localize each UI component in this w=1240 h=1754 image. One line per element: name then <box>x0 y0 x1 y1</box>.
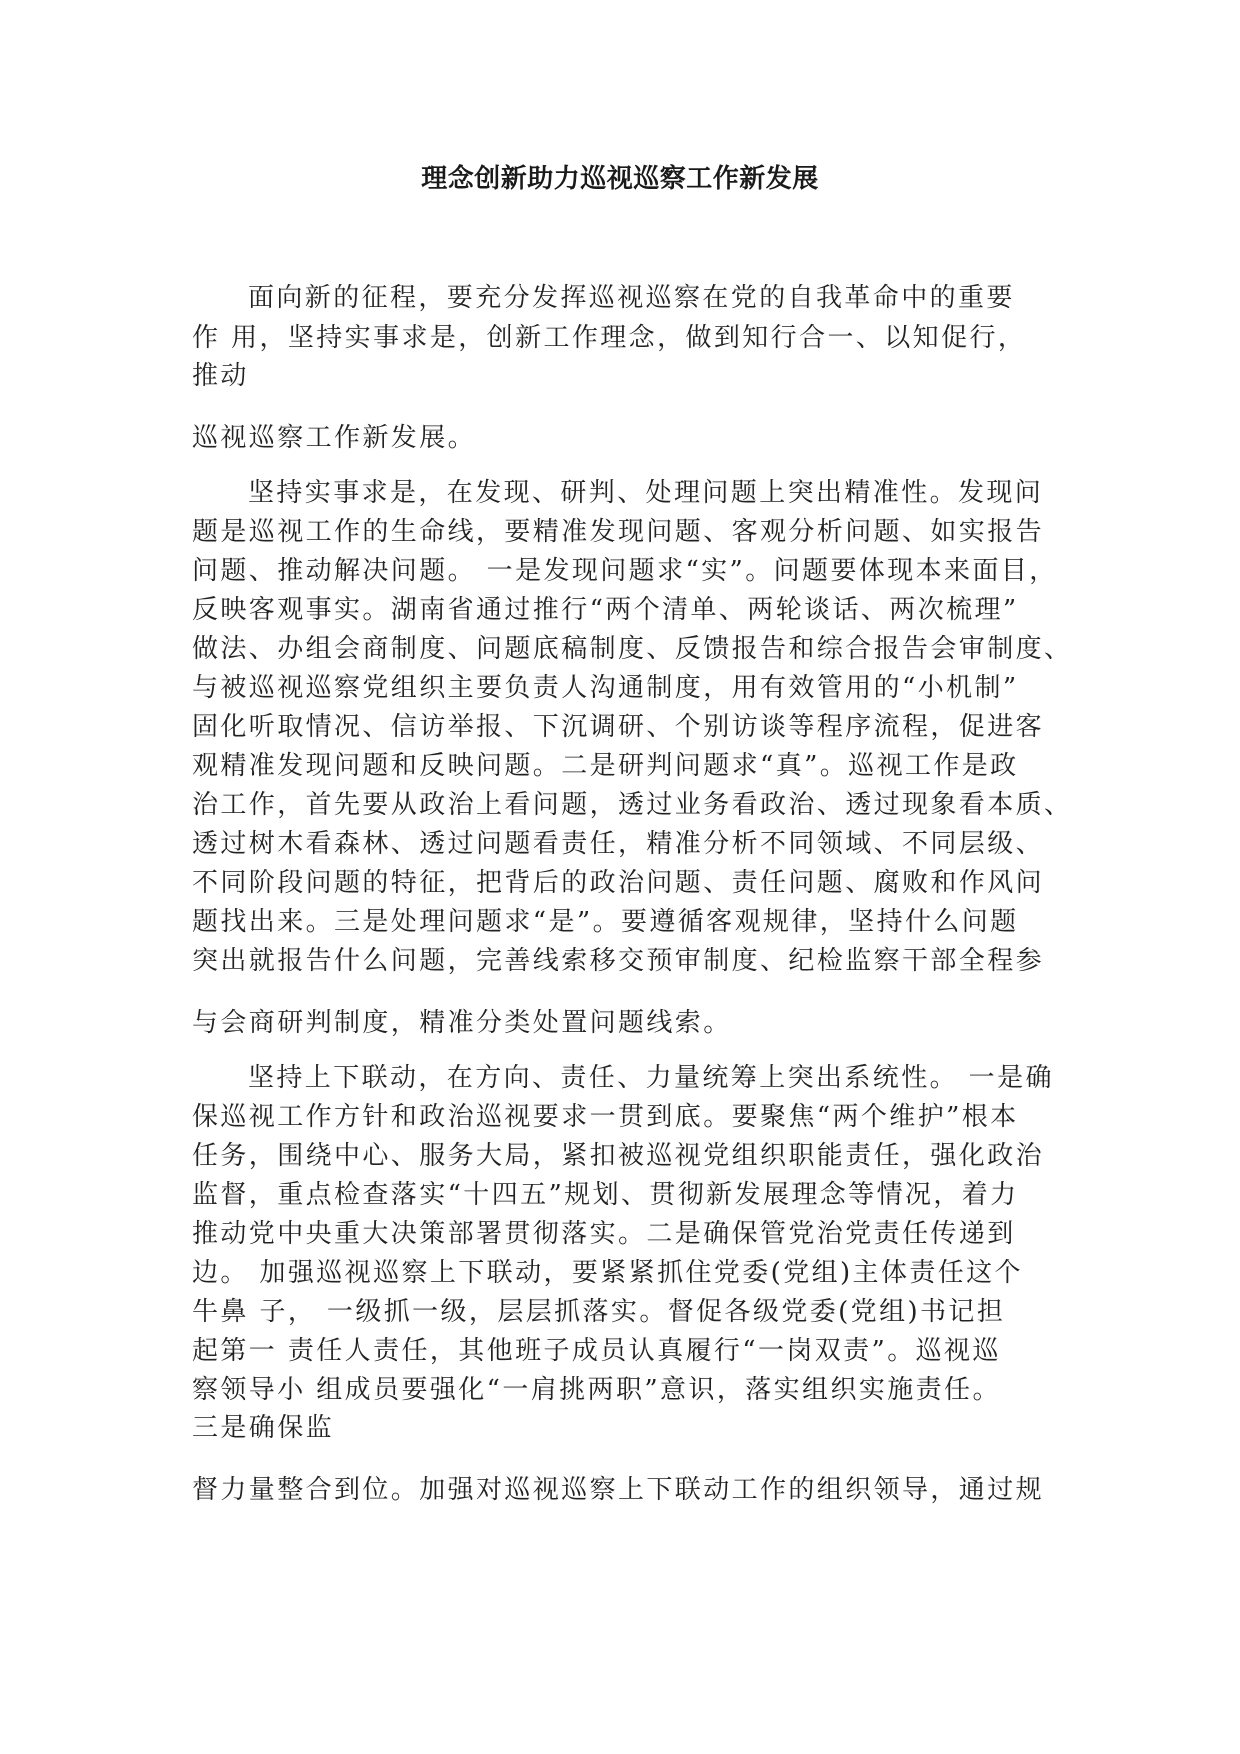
body-line: 题是巡视工作的生命线，要精准发现问题、客观分析问题、如实报告 <box>192 517 1045 547</box>
body-line: 观精准发现问题和反映问题。二是研判问题求“真”。巡视工作是政 <box>192 751 1019 781</box>
body-line: 坚持实事求是，在发现、研判、处理问题上突出精准性。发现问 <box>248 478 1044 508</box>
body-line: 保巡视工作方针和政治巡视要求一贯到底。要聚焦“两个维护”根本 <box>192 1102 1019 1132</box>
body-line: 做法、办组会商制度、问题底稿制度、反馈报告和综合报告会审制度、 <box>192 634 1073 664</box>
body-line: 起第一 责任人责任，其他班子成员认真履行“一岗双责”。巡视巡 <box>192 1336 1001 1366</box>
body-line: 边。 加强巡视巡察上下联动，要紧紧抓住党委(党组)主体责任这个 <box>192 1258 1023 1288</box>
body-line: 问题、推动解决问题。 一是发现问题求“实”。问题要体现本来面目， <box>192 556 1058 586</box>
body-line: 察领导小 组成员要强化“一肩挑两职”意识，落实组织实施责任。 <box>192 1375 1001 1405</box>
body-line: 固化听取情况、信访举报、下沉调研、个别访谈等程序流程，促进客 <box>192 712 1045 742</box>
body-line: 三是确保监 <box>192 1413 335 1443</box>
body-line: 与被巡视巡察党组织主要负责人沟通制度，用有效管用的“小机制” <box>192 673 1019 703</box>
body-line: 坚持上下联动，在方向、责任、力量统筹上突出系统性。 一是确 <box>248 1063 1054 1093</box>
body-line: 作 用，坚持实事求是，创新工作理念，做到知行合一、以知促行， <box>192 323 1027 353</box>
body-line: 治工作，首先要从政治上看问题，透过业务看政治、透过现象看本质、 <box>192 790 1073 820</box>
body-line: 突出就报告什么问题，完善线索移交预审制度、纪检监察干部全程参 <box>192 946 1045 976</box>
body-line: 反映客观事实。湖南省通过推行“两个清单、两轮谈话、两次梳理” <box>192 595 1019 625</box>
document-title: 理念创新助力巡视巡察工作新发展 <box>421 164 819 194</box>
body-line: 巡视巡察工作新发展。 <box>192 423 477 453</box>
body-line: 牛鼻 子， 一级抓一级，层层抓落实。督促各级党委(党组)书记担 <box>192 1297 1006 1327</box>
body-line: 推动党中央重大决策部署贯彻落实。二是确保管党治党责任传递到 <box>192 1219 1016 1249</box>
body-line: 题找出来。三是处理问题求“是”。要遵循客观规律，坚持什么问题 <box>192 907 1019 937</box>
body-line: 推动 <box>192 361 249 391</box>
body-line: 督力量整合到位。加强对巡视巡察上下联动工作的组织领导，通过规 <box>192 1475 1045 1505</box>
body-line: 监督，重点检查落实“十四五”规划、贯彻新发展理念等情况，着力 <box>192 1180 1019 1210</box>
body-line: 透过树木看森林、透过问题看责任，精准分析不同领域、不同层级、 <box>192 829 1045 859</box>
body-line: 面向新的征程，要充分发挥巡视巡察在党的自我革命中的重要 <box>248 283 1015 313</box>
body-line: 不同阶段问题的特征，把背后的政治问题、责任问题、腐败和作风问 <box>192 868 1045 898</box>
body-line: 任务，围绕中心、服务大局，紧扣被巡视党组织职能责任，强化政治 <box>192 1141 1045 1171</box>
body-line: 与会商研判制度，精准分类处置问题线索。 <box>192 1008 732 1038</box>
